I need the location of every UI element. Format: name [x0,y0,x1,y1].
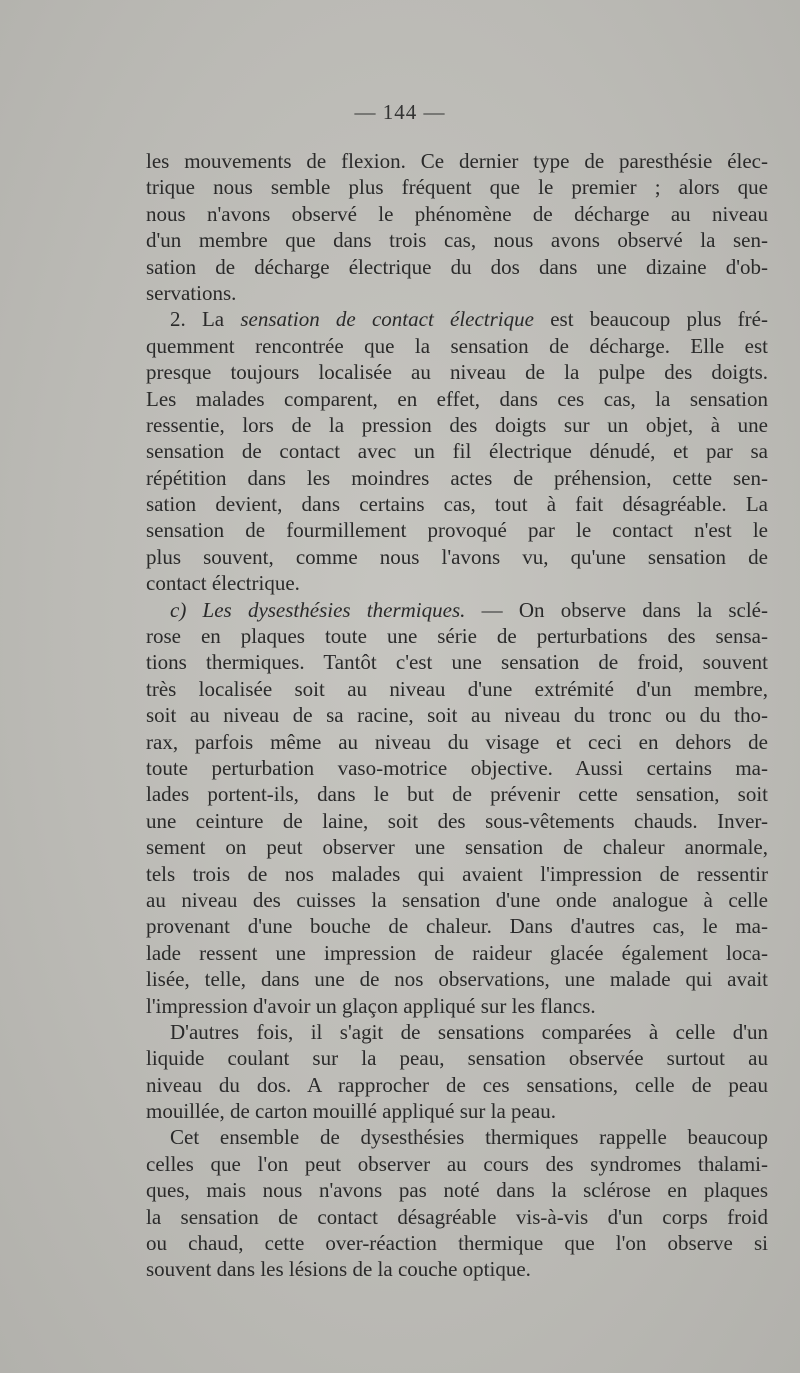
line-rest: est beaucoup plus fré- [533,307,768,332]
text-line: ques, mais nous n'avons pas noté dans la sclérose en plaques [146,1178,768,1203]
text-line: d'un membre que dans trois cas, nous avons observé la sen- [146,228,768,253]
text-line: liquide coulant sur la peau, sensation observée surtout au [146,1046,768,1071]
text-line: quemment rencontrée que la sensation de décharge. Elle est [146,333,768,358]
text-line: une ceinture de laine, soit des sous-vêtements chauds. Inver- [146,808,768,833]
text-line: sensation de contact avec un fil électrique dénudé, et par sa [146,439,768,464]
text-line: lades portent-ils, dans le but de prévenir cette sensation, soit [146,782,768,807]
text-line: toute perturbation vaso-motrice objective. Aussi certains ma- [146,755,768,780]
text-line: sation de décharge électrique du dos dans une dizaine d'ob- [146,254,768,279]
text-line: rose en plaques toute une série de perturbations des sensa- [146,624,768,649]
italic-phrase: Les dysesthésies thermiques. [202,597,466,622]
text-line: au niveau des cuisses la sensation d'une onde analogue à celle [146,887,768,912]
text-line: niveau du dos. A rapprocher de ces sensations, celle de peau [146,1072,768,1097]
body-text [146,148,768,1283]
text-line: l'impression d'avoir un glaçon appliqué sur les flancs. [146,993,596,1018]
text-line: sation devient, dans certains cas, tout à fait désagréable. La [146,492,768,517]
line-rest: — On observe dans la sclé- [465,597,768,622]
text-line: Les malades comparent, en effet, dans ces cas, la sensation [146,386,768,411]
text-line: très localisée soit au niveau d'une extrémité d'un membre, [146,676,768,701]
text-line: sement on peut observer une sensation de chaleur anormale, [146,835,768,860]
text-line: lade ressent une impression de raideur glacée également loca- [146,940,768,965]
text-line: mouillée, de carton mouillé appliqué sur la peau. [146,1099,556,1124]
text-line: nous n'avons observé le phénomène de décharge au niveau [146,201,768,226]
text-line: servations. [146,280,237,305]
text-line: presque toujours localisée au niveau de la pulpe des doigts. [146,360,768,385]
text-line: ressentie, lors de la pression des doigts sur un objet, à une [146,412,768,437]
text-line: soit au niveau de sa racine, soit au niveau du tronc ou du tho- [146,703,768,728]
text-line: plus souvent, comme nous l'avons vu, qu'une sensation de [146,544,768,569]
text-line: lisée, telle, dans une de nos observations, une malade qui avait [146,967,768,992]
text-line: celles que l'on peut observer au cours des syndromes thalami- [146,1151,768,1176]
text-line [146,597,768,623]
text-line: répétition dans les moindres actes de préhension, cette sen- [146,465,768,490]
text-line: tions thermiques. Tantôt c'est une sensation de froid, souvent [146,650,768,675]
text-line: trique nous semble plus fréquent que le premier ; alors que [146,175,768,200]
text-line: provenant d'une bouche de chaleur. Dans d'autres cas, le ma- [146,914,768,939]
text-line: les mouvements de flexion. Ce dernier type de paresthésie élec- [146,149,768,173]
text-line [146,306,768,332]
line-prefix: 2. La [170,307,241,332]
line-prefix: c) [170,597,203,622]
italic-phrase: sensation de contact électrique [240,307,534,332]
text-line: Cet ensemble de dysesthésies thermiques rappelle beaucoup [170,1125,768,1150]
text-line: sensation de fourmillement provoqué par le contact n'est le [146,518,768,543]
page-number: — 144 — [354,100,446,124]
text-line: rax, parfois même au niveau du visage et ceci en dehors de [146,729,768,754]
text-line: tels trois de nos malades qui avaient l'impression de ressentir [146,861,768,886]
text-line: D'autres fois, il s'agit de sensations comparées à celle d'un [170,1019,768,1044]
text-line: ou chaud, cette over-réaction thermique que l'on observe si [146,1231,768,1256]
text-line: la sensation de contact désagréable vis-à-vis d'un corps froid [146,1204,768,1229]
text-line: contact électrique. [146,571,300,596]
text-line: souvent dans les lésions de la couche optique. [146,1257,531,1282]
